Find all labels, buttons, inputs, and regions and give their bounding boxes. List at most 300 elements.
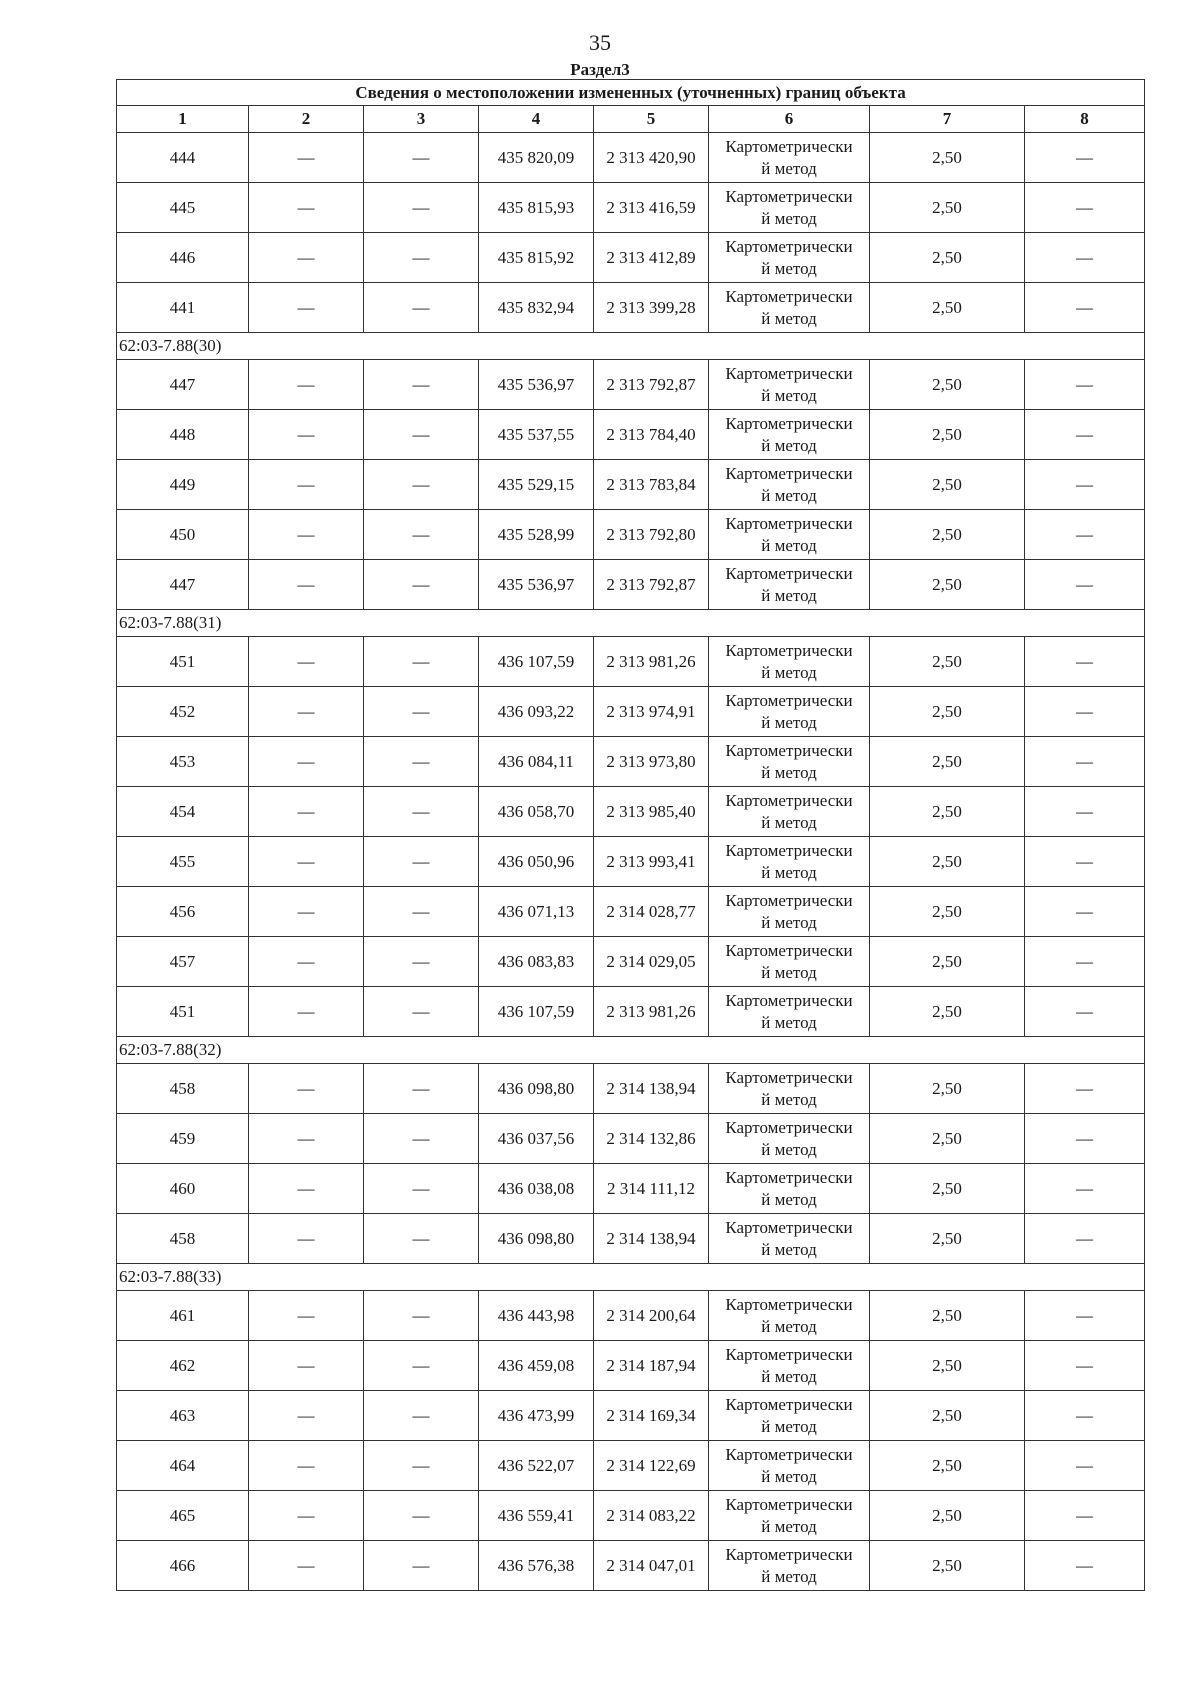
dash-cell: — xyxy=(249,1114,364,1164)
method-cell xyxy=(709,887,870,937)
dash-cell: — xyxy=(364,987,479,1037)
coordinate-x: 436 071,13 xyxy=(479,887,594,937)
accuracy-value: 2,50 xyxy=(870,360,1025,410)
point-number: 465 xyxy=(117,1491,249,1541)
point-number: 460 xyxy=(117,1164,249,1214)
method-cell xyxy=(709,1541,870,1591)
method-cell xyxy=(709,1491,870,1541)
accuracy-value: 2,50 xyxy=(870,987,1025,1037)
dash-cell: — xyxy=(249,1541,364,1591)
column-header: 3 xyxy=(364,106,479,133)
column-header: 8 xyxy=(1025,106,1145,133)
accuracy-value: 2,50 xyxy=(870,283,1025,333)
dash-cell: — xyxy=(249,560,364,610)
group-label: 62:03-7.88(32) xyxy=(117,1037,1145,1064)
dash-cell: — xyxy=(1025,460,1145,510)
method-text-line2: й метод xyxy=(761,435,817,455)
dash-cell: — xyxy=(364,460,479,510)
accuracy-value: 2,50 xyxy=(870,687,1025,737)
method-text-line2: й метод xyxy=(761,535,817,555)
coordinate-x: 436 038,08 xyxy=(479,1164,594,1214)
dash-cell: — xyxy=(364,887,479,937)
method-cell xyxy=(709,1341,870,1391)
accuracy-value: 2,50 xyxy=(870,510,1025,560)
method-text-line1: Картометрически xyxy=(725,1494,853,1514)
group-label: 62:03-7.88(30) xyxy=(117,333,1145,360)
table-row xyxy=(117,133,1145,183)
page-number: 35 xyxy=(589,30,611,55)
method-cell xyxy=(709,1391,870,1441)
dash-cell: — xyxy=(249,837,364,887)
coordinate-x: 435 832,94 xyxy=(479,283,594,333)
coordinate-x: 435 815,92 xyxy=(479,233,594,283)
method-text-line2: й метод xyxy=(761,862,817,882)
method-text-line1: Картометрически xyxy=(725,640,853,660)
method-text-line2: й метод xyxy=(761,962,817,982)
coordinate-y: 2 314 029,05 xyxy=(594,937,709,987)
point-number: 445 xyxy=(117,183,249,233)
point-number: 463 xyxy=(117,1391,249,1441)
coordinate-x: 436 093,22 xyxy=(479,687,594,737)
table-row xyxy=(117,360,1145,410)
column-header: 7 xyxy=(870,106,1025,133)
method-text-line2: й метод xyxy=(761,812,817,832)
method-text-line2: й метод xyxy=(761,1416,817,1436)
method-text-line2: й метод xyxy=(761,1516,817,1536)
table-row xyxy=(117,687,1145,737)
method-text-line1: Картометрически xyxy=(725,990,853,1010)
dash-cell: — xyxy=(249,1491,364,1541)
column-header: 2 xyxy=(249,106,364,133)
coordinate-y: 2 313 792,87 xyxy=(594,360,709,410)
table-body xyxy=(117,133,1145,1591)
dash-cell: — xyxy=(249,1391,364,1441)
accuracy-value: 2,50 xyxy=(870,637,1025,687)
accuracy-value: 2,50 xyxy=(870,1541,1025,1591)
method-cell xyxy=(709,1214,870,1264)
accuracy-value: 2,50 xyxy=(870,1391,1025,1441)
point-number: 447 xyxy=(117,360,249,410)
dash-cell: — xyxy=(364,560,479,610)
method-text-line1: Картометрически xyxy=(725,1067,853,1087)
coordinate-y: 2 313 973,80 xyxy=(594,737,709,787)
dash-cell: — xyxy=(249,1164,364,1214)
coordinate-y: 2 313 993,41 xyxy=(594,837,709,887)
method-cell xyxy=(709,510,870,560)
method-cell xyxy=(709,637,870,687)
dash-cell: — xyxy=(1025,1214,1145,1264)
method-cell xyxy=(709,410,870,460)
method-text-line2: й метод xyxy=(761,1139,817,1159)
table-row xyxy=(117,1291,1145,1341)
method-cell xyxy=(709,687,870,737)
dash-cell: — xyxy=(364,1391,479,1441)
method-text-line2: й метод xyxy=(761,485,817,505)
coordinate-y: 2 314 138,94 xyxy=(594,1064,709,1114)
dash-cell: — xyxy=(249,637,364,687)
dash-cell: — xyxy=(249,1341,364,1391)
coordinate-y: 2 314 083,22 xyxy=(594,1491,709,1541)
coordinate-y: 2 313 399,28 xyxy=(594,283,709,333)
group-row xyxy=(117,333,1145,360)
accuracy-value: 2,50 xyxy=(870,1491,1025,1541)
dash-cell: — xyxy=(1025,283,1145,333)
coordinate-x: 435 820,09 xyxy=(479,133,594,183)
coordinate-x: 435 537,55 xyxy=(479,410,594,460)
dash-cell: — xyxy=(1025,687,1145,737)
method-text-line1: Картометрически xyxy=(725,890,853,910)
dash-cell: — xyxy=(364,133,479,183)
dash-cell: — xyxy=(1025,1491,1145,1541)
dash-cell: — xyxy=(1025,233,1145,283)
point-number: 457 xyxy=(117,937,249,987)
dash-cell: — xyxy=(1025,1164,1145,1214)
dash-cell: — xyxy=(364,360,479,410)
method-text-line2: й метод xyxy=(761,912,817,932)
dash-cell: — xyxy=(364,1341,479,1391)
dash-cell: — xyxy=(249,233,364,283)
coordinate-x: 435 536,97 xyxy=(479,560,594,610)
dash-cell: — xyxy=(364,183,479,233)
method-text-line2: й метод xyxy=(761,208,817,228)
method-cell xyxy=(709,1441,870,1491)
dash-cell: — xyxy=(364,1064,479,1114)
point-number: 451 xyxy=(117,637,249,687)
coordinate-y: 2 313 981,26 xyxy=(594,987,709,1037)
dash-cell: — xyxy=(1025,1064,1145,1114)
dash-cell: — xyxy=(1025,560,1145,610)
coordinate-y: 2 314 138,94 xyxy=(594,1214,709,1264)
dash-cell: — xyxy=(364,737,479,787)
dash-cell: — xyxy=(249,787,364,837)
table-row xyxy=(117,510,1145,560)
dash-cell: — xyxy=(1025,360,1145,410)
dash-cell: — xyxy=(249,283,364,333)
method-cell xyxy=(709,987,870,1037)
dash-cell: — xyxy=(364,837,479,887)
method-cell xyxy=(709,183,870,233)
accuracy-value: 2,50 xyxy=(870,410,1025,460)
method-text-line1: Картометрически xyxy=(725,1117,853,1137)
method-text-line1: Картометрически xyxy=(725,563,853,583)
point-number: 448 xyxy=(117,410,249,460)
coordinate-y: 2 313 420,90 xyxy=(594,133,709,183)
section-title: Раздел3 xyxy=(570,60,630,79)
coordinate-y: 2 314 111,12 xyxy=(594,1164,709,1214)
method-text-line1: Картометрически xyxy=(725,236,853,256)
point-number: 454 xyxy=(117,787,249,837)
coordinate-x: 436 107,59 xyxy=(479,987,594,1037)
method-text-line2: й метод xyxy=(761,1366,817,1386)
dash-cell: — xyxy=(364,510,479,560)
dash-cell: — xyxy=(249,510,364,560)
accuracy-value: 2,50 xyxy=(870,787,1025,837)
method-text-line2: й метод xyxy=(761,308,817,328)
dash-cell: — xyxy=(1025,837,1145,887)
point-number: 450 xyxy=(117,510,249,560)
method-text-line1: Картометрически xyxy=(725,740,853,760)
method-cell xyxy=(709,560,870,610)
point-number: 444 xyxy=(117,133,249,183)
group-row xyxy=(117,610,1145,637)
point-number: 441 xyxy=(117,283,249,333)
method-cell xyxy=(709,460,870,510)
method-text-line1: Картометрически xyxy=(725,463,853,483)
table-row xyxy=(117,737,1145,787)
accuracy-value: 2,50 xyxy=(870,1341,1025,1391)
table-caption: Сведения о местоположении измененных (уточненных) границ объекта xyxy=(117,80,1145,106)
coordinate-x: 436 050,96 xyxy=(479,837,594,887)
method-cell xyxy=(709,937,870,987)
table-row xyxy=(117,460,1145,510)
dash-cell: — xyxy=(364,1291,479,1341)
dash-cell: — xyxy=(249,460,364,510)
coordinate-y: 2 314 047,01 xyxy=(594,1541,709,1591)
table-row xyxy=(117,837,1145,887)
dash-cell: — xyxy=(1025,1441,1145,1491)
accuracy-value: 2,50 xyxy=(870,183,1025,233)
dash-cell: — xyxy=(1025,1341,1145,1391)
coordinate-x: 436 473,99 xyxy=(479,1391,594,1441)
dash-cell: — xyxy=(249,1441,364,1491)
coordinate-x: 436 459,08 xyxy=(479,1341,594,1391)
method-text-line2: й метод xyxy=(761,258,817,278)
dash-cell: — xyxy=(249,937,364,987)
coordinate-y: 2 313 974,91 xyxy=(594,687,709,737)
method-text-line1: Картометрически xyxy=(725,1344,853,1364)
dash-cell: — xyxy=(1025,133,1145,183)
table-row xyxy=(117,1441,1145,1491)
point-number: 459 xyxy=(117,1114,249,1164)
point-number: 456 xyxy=(117,887,249,937)
dash-cell: — xyxy=(1025,637,1145,687)
point-number: 449 xyxy=(117,460,249,510)
method-text-line1: Картометрически xyxy=(725,1444,853,1464)
dash-cell: — xyxy=(364,233,479,283)
group-label: 62:03-7.88(31) xyxy=(117,610,1145,637)
coordinate-x: 436 522,07 xyxy=(479,1441,594,1491)
table-row xyxy=(117,1391,1145,1441)
coordinate-y: 2 314 122,69 xyxy=(594,1441,709,1491)
point-number: 455 xyxy=(117,837,249,887)
dash-cell: — xyxy=(249,887,364,937)
accuracy-value: 2,50 xyxy=(870,737,1025,787)
table-row xyxy=(117,637,1145,687)
coordinate-y: 2 313 412,89 xyxy=(594,233,709,283)
table-row xyxy=(117,887,1145,937)
dash-cell: — xyxy=(364,1441,479,1491)
coordinate-y: 2 313 985,40 xyxy=(594,787,709,837)
accuracy-value: 2,50 xyxy=(870,133,1025,183)
coordinate-y: 2 313 981,26 xyxy=(594,637,709,687)
coordinate-x: 436 443,98 xyxy=(479,1291,594,1341)
method-text-line2: й метод xyxy=(761,385,817,405)
column-header: 1 xyxy=(117,106,249,133)
table-row xyxy=(117,283,1145,333)
method-text-line1: Картометрически xyxy=(725,940,853,960)
coordinate-x: 436 559,41 xyxy=(479,1491,594,1541)
coordinate-x: 436 576,38 xyxy=(479,1541,594,1591)
table-row xyxy=(117,1114,1145,1164)
method-text-line2: й метод xyxy=(761,1466,817,1486)
method-text-line1: Картометрически xyxy=(725,363,853,383)
dash-cell: — xyxy=(249,987,364,1037)
accuracy-value: 2,50 xyxy=(870,937,1025,987)
coordinate-x: 436 084,11 xyxy=(479,737,594,787)
method-text-line1: Картометрически xyxy=(725,690,853,710)
method-text-line1: Картометрически xyxy=(725,1217,853,1237)
table-row xyxy=(117,987,1145,1037)
dash-cell: — xyxy=(1025,787,1145,837)
method-text-line1: Картометрически xyxy=(725,840,853,860)
accuracy-value: 2,50 xyxy=(870,1291,1025,1341)
point-number: 462 xyxy=(117,1341,249,1391)
coordinate-x: 435 529,15 xyxy=(479,460,594,510)
coordinate-x: 436 083,83 xyxy=(479,937,594,987)
column-header: 5 xyxy=(594,106,709,133)
point-number: 452 xyxy=(117,687,249,737)
method-cell xyxy=(709,787,870,837)
method-text-line1: Картометрически xyxy=(725,413,853,433)
dash-cell: — xyxy=(1025,737,1145,787)
table-row xyxy=(117,1214,1145,1264)
dash-cell: — xyxy=(364,937,479,987)
accuracy-value: 2,50 xyxy=(870,1114,1025,1164)
point-number: 458 xyxy=(117,1064,249,1114)
dash-cell: — xyxy=(364,1491,479,1541)
dash-cell: — xyxy=(1025,183,1145,233)
coordinate-y: 2 314 169,34 xyxy=(594,1391,709,1441)
dash-cell: — xyxy=(364,1214,479,1264)
accuracy-value: 2,50 xyxy=(870,887,1025,937)
table-row xyxy=(117,233,1145,283)
method-text-line1: Картометрически xyxy=(725,1294,853,1314)
accuracy-value: 2,50 xyxy=(870,1441,1025,1491)
dash-cell: — xyxy=(1025,1391,1145,1441)
dash-cell: — xyxy=(249,133,364,183)
method-text-line1: Картометрически xyxy=(725,186,853,206)
table-row xyxy=(117,1064,1145,1114)
coordinate-y: 2 313 792,80 xyxy=(594,510,709,560)
method-cell xyxy=(709,133,870,183)
dash-cell: — xyxy=(364,1164,479,1214)
coordinate-x: 436 037,56 xyxy=(479,1114,594,1164)
method-cell xyxy=(709,837,870,887)
dash-cell: — xyxy=(249,360,364,410)
dash-cell: — xyxy=(249,1291,364,1341)
column-header: 4 xyxy=(479,106,594,133)
point-number: 458 xyxy=(117,1214,249,1264)
coordinate-y: 2 313 783,84 xyxy=(594,460,709,510)
dash-cell: — xyxy=(1025,1541,1145,1591)
dash-cell: — xyxy=(364,637,479,687)
dash-cell: — xyxy=(249,687,364,737)
method-text-line2: й метод xyxy=(761,662,817,682)
method-text-line2: й метод xyxy=(761,1566,817,1586)
dash-cell: — xyxy=(364,283,479,333)
table-row xyxy=(117,937,1145,987)
table-row xyxy=(117,183,1145,233)
dash-cell: — xyxy=(364,1114,479,1164)
table-row xyxy=(117,1341,1145,1391)
dash-cell: — xyxy=(1025,1291,1145,1341)
group-label: 62:03-7.88(33) xyxy=(117,1264,1145,1291)
point-number: 446 xyxy=(117,233,249,283)
coordinate-x: 435 536,97 xyxy=(479,360,594,410)
method-cell xyxy=(709,283,870,333)
group-row xyxy=(117,1264,1145,1291)
method-cell xyxy=(709,233,870,283)
coordinate-x: 436 098,80 xyxy=(479,1064,594,1114)
table-row xyxy=(117,1541,1145,1591)
method-text-line1: Картометрически xyxy=(725,790,853,810)
column-header: 6 xyxy=(709,106,870,133)
coordinate-x: 435 528,99 xyxy=(479,510,594,560)
method-text-line2: й метод xyxy=(761,585,817,605)
table-row xyxy=(117,787,1145,837)
method-text-line2: й метод xyxy=(761,1189,817,1209)
method-text-line2: й метод xyxy=(761,158,817,178)
accuracy-value: 2,50 xyxy=(870,233,1025,283)
coordinate-y: 2 314 200,64 xyxy=(594,1291,709,1341)
dash-cell: — xyxy=(249,737,364,787)
table-row xyxy=(117,410,1145,460)
dash-cell: — xyxy=(1025,410,1145,460)
method-text-line1: Картометрически xyxy=(725,136,853,156)
method-cell xyxy=(709,1114,870,1164)
point-number: 466 xyxy=(117,1541,249,1591)
coordinate-x: 435 815,93 xyxy=(479,183,594,233)
dash-cell: — xyxy=(1025,937,1145,987)
method-text-line2: й метод xyxy=(761,1089,817,1109)
dash-cell: — xyxy=(364,1541,479,1591)
point-number: 461 xyxy=(117,1291,249,1341)
accuracy-value: 2,50 xyxy=(870,460,1025,510)
group-row xyxy=(117,1037,1145,1064)
point-number: 453 xyxy=(117,737,249,787)
method-text-line1: Картометрически xyxy=(725,286,853,306)
method-text-line2: й метод xyxy=(761,1012,817,1032)
table-header-row xyxy=(117,106,1145,133)
dash-cell: — xyxy=(1025,510,1145,560)
coordinate-x: 436 107,59 xyxy=(479,637,594,687)
method-cell xyxy=(709,1064,870,1114)
accuracy-value: 2,50 xyxy=(870,1164,1025,1214)
coordinate-y: 2 314 187,94 xyxy=(594,1341,709,1391)
method-text-line1: Картометрически xyxy=(725,513,853,533)
method-text-line2: й метод xyxy=(761,1316,817,1336)
point-number: 447 xyxy=(117,560,249,610)
coordinate-x: 436 058,70 xyxy=(479,787,594,837)
method-text-line2: й метод xyxy=(761,712,817,732)
boundary-coordinates-table xyxy=(116,79,1145,1591)
coordinate-x: 436 098,80 xyxy=(479,1214,594,1264)
method-cell xyxy=(709,737,870,787)
coordinate-y: 2 313 784,40 xyxy=(594,410,709,460)
dash-cell: — xyxy=(1025,887,1145,937)
accuracy-value: 2,50 xyxy=(870,1064,1025,1114)
coordinate-y: 2 314 132,86 xyxy=(594,1114,709,1164)
dash-cell: — xyxy=(249,410,364,460)
dash-cell: — xyxy=(249,183,364,233)
accuracy-value: 2,50 xyxy=(870,837,1025,887)
coordinate-y: 2 313 416,59 xyxy=(594,183,709,233)
method-text-line2: й метод xyxy=(761,762,817,782)
coordinate-y: 2 313 792,87 xyxy=(594,560,709,610)
dash-cell: — xyxy=(364,787,479,837)
method-text-line1: Картометрически xyxy=(725,1394,853,1414)
method-text-line1: Картометрически xyxy=(725,1167,853,1187)
